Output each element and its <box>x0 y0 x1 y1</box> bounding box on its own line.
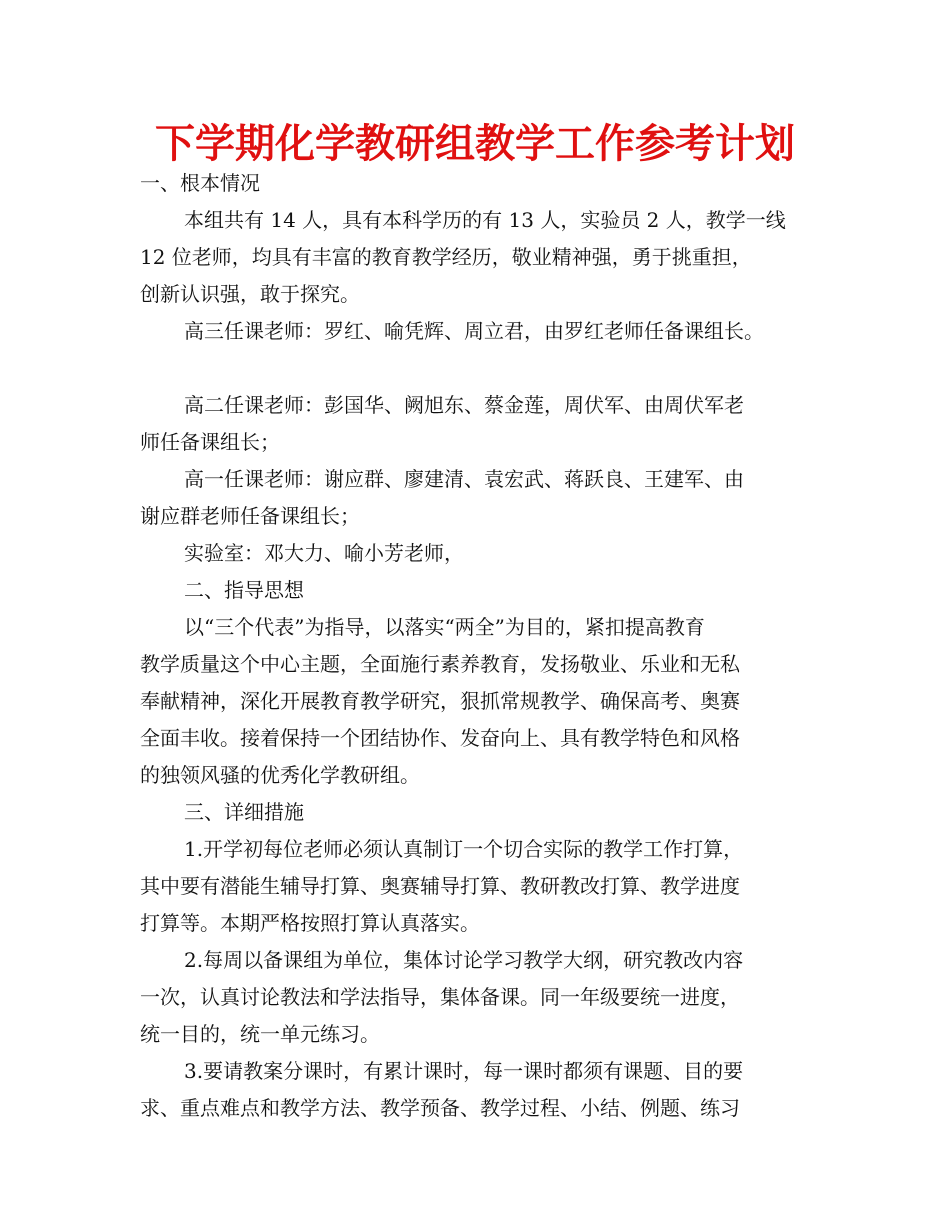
paragraph-line: 以“三个代表”为指导，以落实“两全”为目的，紧扣提高教育 <box>184 615 705 639</box>
paragraph-line: 2.每周以备课组为单位，集体讨论学习教学大纲，研究教改内容 <box>184 948 744 972</box>
paragraph-line: 奉献精神，深化开展教育教学研究，狠抓常规教学、确保高考、奥赛 <box>140 689 740 713</box>
blank-line <box>140 350 820 387</box>
paragraph-line: 高二任课老师：彭国华、阙旭东、蔡金莲，周伏军、由周伏军老 <box>184 393 744 417</box>
paragraph-line: 师任备课组长； <box>140 430 280 454</box>
paragraph-line: 一次，认真讨论教法和学法指导，集体备课。同一年级要统一进度， <box>140 985 740 1009</box>
paragraph-line: 12 位老师，均具有丰富的教育教学经历，敬业精神强，勇于挑重担， <box>140 245 752 269</box>
section-heading-guiding: 二、指导思想 <box>184 578 304 602</box>
paragraph-line: 的独领风骚的优秀化学教研组。 <box>140 763 420 787</box>
paragraph-line: 高一任课老师：谢应群、廖建清、袁宏武、蒋跃良、王建军、由 <box>184 467 744 491</box>
paragraph-line: 创新认识强，敢于探究。 <box>140 282 360 306</box>
paragraph-line: 全面丰收。接着保持一个团结协作、发奋向上、具有教学特色和风格 <box>140 726 740 750</box>
paragraph-line: 高三任课老师：罗红、喻凭辉、周立君，由罗红老师任备课组长。 <box>184 319 764 343</box>
paragraph-line: 打算等。本期严格按照打算认真落实。 <box>140 911 480 935</box>
paragraph-line: 实验室：邓大力、喻小芳老师， <box>184 541 464 565</box>
paragraph-line: 1.开学初每位老师必须认真制订一个切合实际的教学工作打算， <box>184 837 744 861</box>
section-heading-basic: 一、根本情况 <box>140 171 260 195</box>
document-title: 下学期化学教研组教学工作参考计划 <box>155 121 795 167</box>
paragraph-line: 求、重点难点和教学方法、教学预备、教学过程、小结、例题、练习 <box>140 1096 740 1120</box>
paragraph-line: 其中要有潜能生辅导打算、奥赛辅导打算、教研教改打算、教学进度 <box>140 874 740 898</box>
paragraph-line: 统一目的，统一单元练习。 <box>140 1022 380 1046</box>
document-body <box>140 165 820 1127</box>
section-heading-measures: 三、详细措施 <box>184 800 304 824</box>
paragraph-line: 教学质量这个中心主题，全面施行素养教育，发扬敬业、乐业和无私 <box>140 652 740 676</box>
paragraph-line: 3.要请教案分课时，有累计课时，每一课时都须有课题、目的要 <box>184 1059 744 1083</box>
paragraph-line: 谢应群老师任备课组长； <box>140 504 360 528</box>
paragraph-line: 本组共有 14 人，具有本科学历的有 13 人，实验员 2 人，教学一线 <box>184 208 786 232</box>
